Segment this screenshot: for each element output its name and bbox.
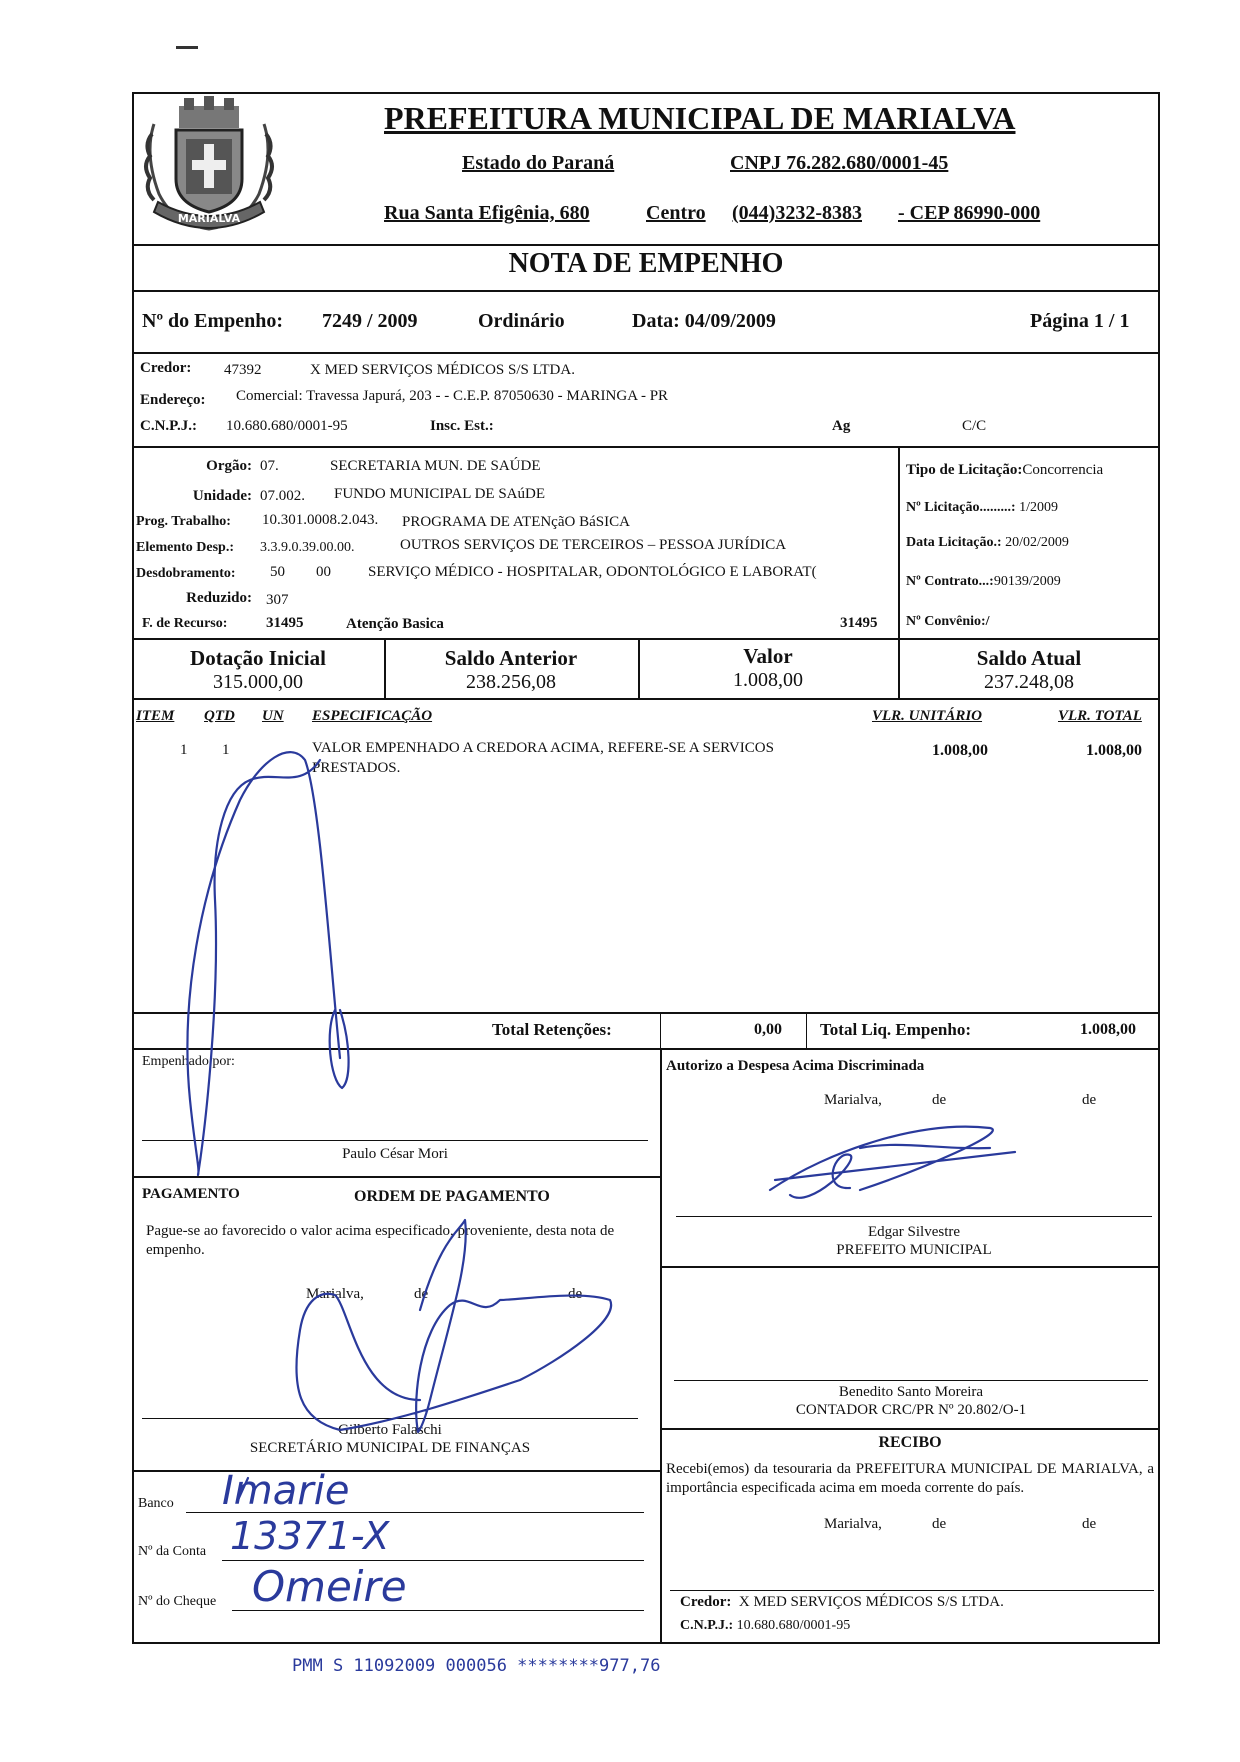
document-title: NOTA DE EMPENHO	[508, 248, 784, 279]
desdob-label: Desdobramento:	[136, 566, 236, 581]
tipo-licitacao-value: Concorrencia	[1022, 462, 1104, 478]
row-spec-line2: PRESTADOS.	[312, 760, 401, 776]
header-phone: (044)3232-8383	[732, 202, 862, 224]
recibo-city: Marialva,	[824, 1516, 882, 1532]
unidade-code: 07.002.	[260, 488, 305, 504]
address-label: Endereço:	[140, 392, 206, 408]
num-licitacao-value: 1/2009	[1019, 500, 1058, 515]
recurso-name: Atenção Basica	[346, 616, 444, 632]
row-total-value: 1.008,00	[1086, 742, 1142, 759]
row-spec-line1: VALOR EMPENHADO A CREDORA ACIMA, REFERE-SE A SERVICOS	[312, 740, 774, 756]
ordem-pagamento-label: ORDEM DE PAGAMENTO	[354, 1188, 550, 1205]
pagamento-de2: de	[568, 1286, 583, 1302]
credor-code: 47392	[224, 362, 262, 378]
recibo-credor-value: X MED SERVIÇOS MÉDICOS S/S LTDA.	[738, 1594, 1004, 1610]
empenho-type: Ordinário	[478, 310, 565, 332]
col-un: UN	[262, 708, 284, 724]
municipal-crest-icon	[134, 94, 284, 244]
recurso-code: 31495	[266, 615, 304, 631]
balance-value-valor: 1.008,00	[733, 669, 803, 691]
credor-label: Credor:	[140, 360, 192, 376]
insc-label: Insc. Est.:	[430, 418, 494, 434]
header-cep: - CEP 86990-000	[898, 202, 1041, 224]
tipo-licitacao-label: Tipo de Licitação:	[906, 462, 1023, 478]
recurso-label: F. de Recurso:	[142, 616, 228, 631]
elemento-name: OUTROS SERVIÇOS DE TERCEIROS – PESSOA JURÍDICA	[400, 537, 787, 553]
contador-signer: Benedito Santo Moreira	[838, 1384, 984, 1400]
pagamento-de1: de	[414, 1286, 429, 1302]
pagamento-role: SECRETÁRIO MUNICIPAL DE FINANÇAS	[249, 1440, 531, 1456]
header-district: Centro	[646, 202, 706, 224]
col-qtd: QTD	[204, 708, 235, 724]
balance-value-dotacao: 315.000,00	[213, 671, 303, 693]
balance-label-dotacao: Dotação Inicial	[190, 646, 326, 670]
recibo-title: RECIBO	[878, 1434, 942, 1451]
header-street: Rua Santa Efigênia, 680	[384, 202, 590, 224]
banco-value: Imarie	[222, 1468, 350, 1514]
autorizo-city: Marialva,	[824, 1092, 882, 1108]
header-title: PREFEITURA MUNICIPAL DE MARIALVA	[384, 100, 1016, 136]
orgao-name: SECRETARIA MUN. DE SAÚDE	[330, 458, 541, 474]
contador-role: CONTADOR CRC/PR Nº 20.802/O-1	[795, 1402, 1027, 1418]
cnpj-value: 10.680.680/0001-95	[226, 418, 348, 434]
desdob-name: SERVIÇO MÉDICO - HOSPITALAR, ODONTOLÓGICO E LABORAT(	[368, 564, 817, 580]
recurso-code2: 31495	[840, 615, 878, 631]
empenho-date: Data: 04/09/2009	[632, 310, 776, 332]
autorizo-de2: de	[1082, 1092, 1097, 1108]
row-item: 1	[180, 742, 188, 758]
recibo-de2: de	[1082, 1516, 1097, 1532]
header-cnpj: CNPJ 76.282.680/0001-45	[730, 152, 949, 174]
contrato-label: Nº Contrato...:	[906, 574, 994, 589]
autorizo-de1: de	[932, 1092, 947, 1108]
desdob-code2: 00	[316, 564, 331, 580]
elemento-label: Elemento Desp.:	[136, 540, 234, 555]
recibo-cnpj-label: C.N.P.J.:	[680, 1618, 734, 1633]
row-qtd: 1	[222, 742, 230, 758]
autorizo-label: Autorizo a Despesa Acima Discriminada	[666, 1058, 925, 1074]
empenho-number-label: Nº do Empenho:	[142, 310, 284, 332]
col-item: ITEM	[136, 708, 175, 724]
payment-stamp: PMM S 11092009 000056 ********977,76	[292, 1656, 661, 1676]
cheque-label: Nº do Cheque	[138, 1594, 217, 1609]
elemento-code: 3.3.9.0.39.00.00.	[260, 540, 355, 555]
pagamento-signer: Gilberto Falaschi	[338, 1422, 442, 1438]
orgao-code: 07.	[260, 458, 279, 474]
prog-code: 10.301.0008.2.043.	[262, 512, 379, 528]
liq-empenho-label: Total Liq. Empenho:	[820, 1020, 971, 1039]
recibo-text: Recebi(emos) da tesouraria da PREFEITURA MUNICIPAL DE MARIALVA, a importância especificada acima em moeda corrente do país.	[666, 1461, 1154, 1496]
cc-label: C/C	[962, 418, 987, 434]
balance-label-saldo-atual: Saldo Atual	[976, 646, 1082, 670]
unidade-name: FUNDO MUNICIPAL DE SAúDE	[334, 486, 545, 502]
reduzido-label: Reduzido:	[186, 590, 252, 606]
retencoes-label: Total Retenções:	[492, 1020, 612, 1039]
conta-value: 13371-X	[230, 1514, 390, 1558]
empenho-number: 7249 / 2009	[322, 310, 418, 332]
conta-label: Nº da Conta	[138, 1544, 207, 1559]
retencoes-value: 0,00	[754, 1021, 782, 1038]
desdob-code1: 50	[270, 564, 285, 580]
empenhado-signer: Paulo César Mori	[342, 1146, 448, 1162]
address-value: Comercial: Travessa Japurá, 203 - - C.E.P. 87050630 - MARINGA - PR	[236, 388, 669, 404]
empenhado-label: Empenhado por:	[142, 1054, 235, 1069]
num-licitacao-label: Nº Licitação.........:	[906, 500, 1016, 515]
banco-label: Banco	[138, 1496, 174, 1511]
balance-label-saldo-anterior: Saldo Anterior	[444, 646, 578, 670]
contrato-value: 90139/2009	[993, 574, 1061, 589]
scan-mark	[176, 46, 198, 49]
unidade-label: Unidade:	[192, 488, 252, 504]
liq-empenho-value: 1.008,00	[1080, 1021, 1136, 1038]
header-state: Estado do Paraná	[462, 152, 615, 174]
balance-value-saldo-anterior: 238.256,08	[466, 671, 556, 693]
convenio-label: Nº Convênio:/	[906, 614, 990, 629]
recibo-credor-label: Credor:	[680, 1594, 732, 1610]
data-licitacao-label: Data Licitação.:	[906, 535, 1002, 550]
prog-name: PROGRAMA DE ATENçãO BáSICA	[402, 514, 630, 530]
recibo-de1: de	[932, 1516, 947, 1532]
col-spec: ESPECIFICAÇÃO	[312, 708, 433, 724]
pagamento-text: Pague-se ao favorecido o valor acima especificado, proveniente, desta nota de empenho.	[146, 1223, 615, 1258]
balance-label-valor: Valor	[743, 644, 793, 668]
data-licitacao-value: 20/02/2009	[1005, 535, 1069, 550]
orgao-label: Orgão:	[206, 458, 252, 474]
col-unit: VLR. UNITÁRIO	[872, 708, 983, 724]
credor-name: X MED SERVIÇOS MÉDICOS S/S LTDA.	[310, 362, 575, 378]
prog-label: Prog. Trabalho:	[136, 514, 231, 529]
row-unit-value: 1.008,00	[932, 742, 988, 759]
cheque-value: Omeire	[252, 1562, 407, 1611]
pagamento-city: Marialva,	[306, 1286, 364, 1302]
autorizo-role: PREFEITO MUNICIPAL	[836, 1242, 992, 1258]
cnpj-label: C.N.P.J.:	[140, 418, 197, 434]
recibo-cnpj-value: 10.680.680/0001-95	[736, 1618, 851, 1633]
svg-text:MARIALVA: MARIALVA	[177, 212, 241, 225]
col-total: VLR. TOTAL	[1058, 708, 1142, 724]
balance-value-saldo-atual: 237.248,08	[984, 671, 1074, 693]
autorizo-signer: Edgar Silvestre	[867, 1224, 961, 1240]
reduzido-value: 307	[266, 592, 289, 608]
page-number: Página 1 / 1	[1030, 310, 1130, 332]
pagamento-label: PAGAMENTO	[142, 1186, 240, 1202]
ag-label: Ag	[832, 418, 851, 434]
